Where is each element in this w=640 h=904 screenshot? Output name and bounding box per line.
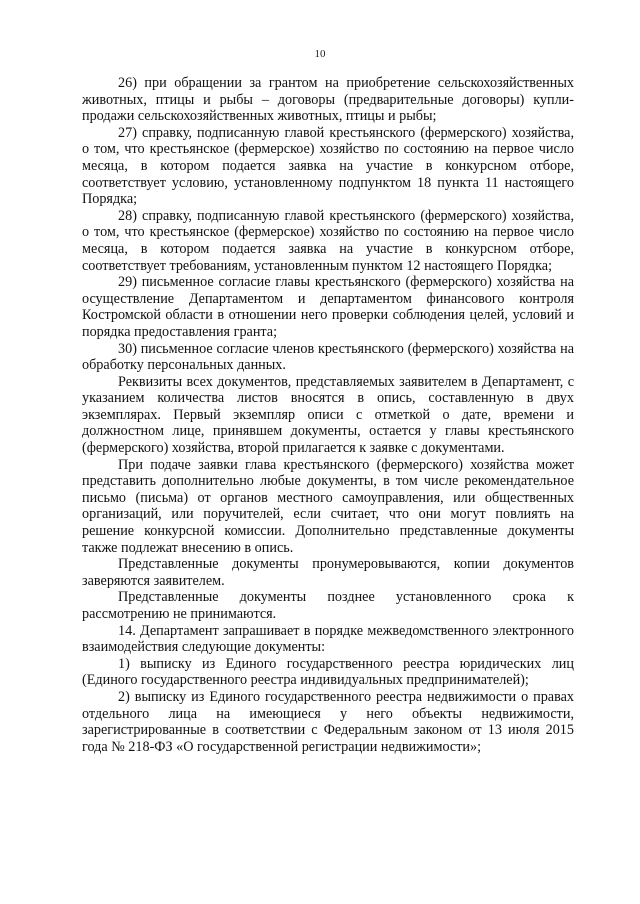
paragraph-section-14: 14. Департамент запрашивает в порядке межведомственного электронного взаимодействия следующие документы: — [82, 622, 574, 656]
paragraph-document-requisites: Реквизиты всех документов, представляемых заявителем в Департамент, с указанием количества листов вносятся в опись, составленную в двух экземплярах. Первый экземпляр описи с отметкой о дате, времени и должностном лице, принявшем документы, остается у главы крестьянского (фермерского) хозяйства, второй прилагается к заявке с документами. — [82, 373, 574, 457]
paragraph-item-2-egrn: 2) выписку из Единого государственного реестра недвижимости о правах отдельного лица на имеющиеся у него объекты недвижимости, зарегистрированные в соответствии с Федеральным законом от 13 июля 2015 года № 218-ФЗ «О государственной регистрации недвижимости»; — [82, 688, 574, 755]
paragraph-item-27: 27) справку, подписанную главой крестьянского (фермерского) хозяйства, о том, что крестьянское (фермерское) хозяйство по состоянию на первое число месяца, в котором подается заявка на участие в конкурсном отборе, соответствует условию, установленному подпунктом 18 пункта 11 настоящего Порядка; — [82, 124, 574, 208]
paragraph-additional-documents: При подаче заявки глава крестьянского (фермерского) хозяйства может представить дополнительно любые документы, в том числе рекомендательное письмо (письма) от органов местного самоуправления, или общественных организаций, или поручителей, если считает, что они могут повлиять на решение конкурсной комиссии. Дополнительно представленные документы также подлежат внесению в опись. — [82, 456, 574, 556]
document-body — [82, 75, 574, 755]
paragraph-item-26: 26) при обращении за грантом на приобретение сельскохозяйственных животных, птицы и рыбы – договоры (предварительные договоры) купли-продажи сельскохозяйственных животных, птицы и рыбы; — [82, 75, 574, 125]
paragraph-numbering: Представленные документы пронумеровываются, копии документов заверяются заявителем. — [82, 556, 574, 589]
page-number: 10 — [314, 48, 326, 60]
paragraph-item-1-egrul: 1) выписку из Единого государственного реестра юридических лиц (Единого государственного реестра индивидуальных предпринимателей); — [82, 655, 574, 689]
paragraph-late-documents: Представленные документы позднее установленного срока к рассмотрению не принимаются. — [82, 589, 574, 622]
paragraph-item-30: 30) письменное согласие членов крестьянского (фермерского) хозяйства на обработку персональных данных. — [82, 340, 574, 374]
paragraph-item-28: 28) справку, подписанную главой крестьянского (фермерского) хозяйства, о том, что крестьянское (фермерское) хозяйство по состоянию на первое число месяца, в котором подается заявка на участие в конкурсном отборе, соответствует требованиям, установленным пунктом 12 настоящего Порядка; — [82, 207, 574, 274]
paragraph-item-29: 29) письменное согласие главы крестьянского (фермерского) хозяйства на осуществление Департаментом и департаментом финансового контроля Костромской области в отношении него проверки соблюдения целей, условий и порядка предоставления гранта; — [82, 274, 574, 340]
